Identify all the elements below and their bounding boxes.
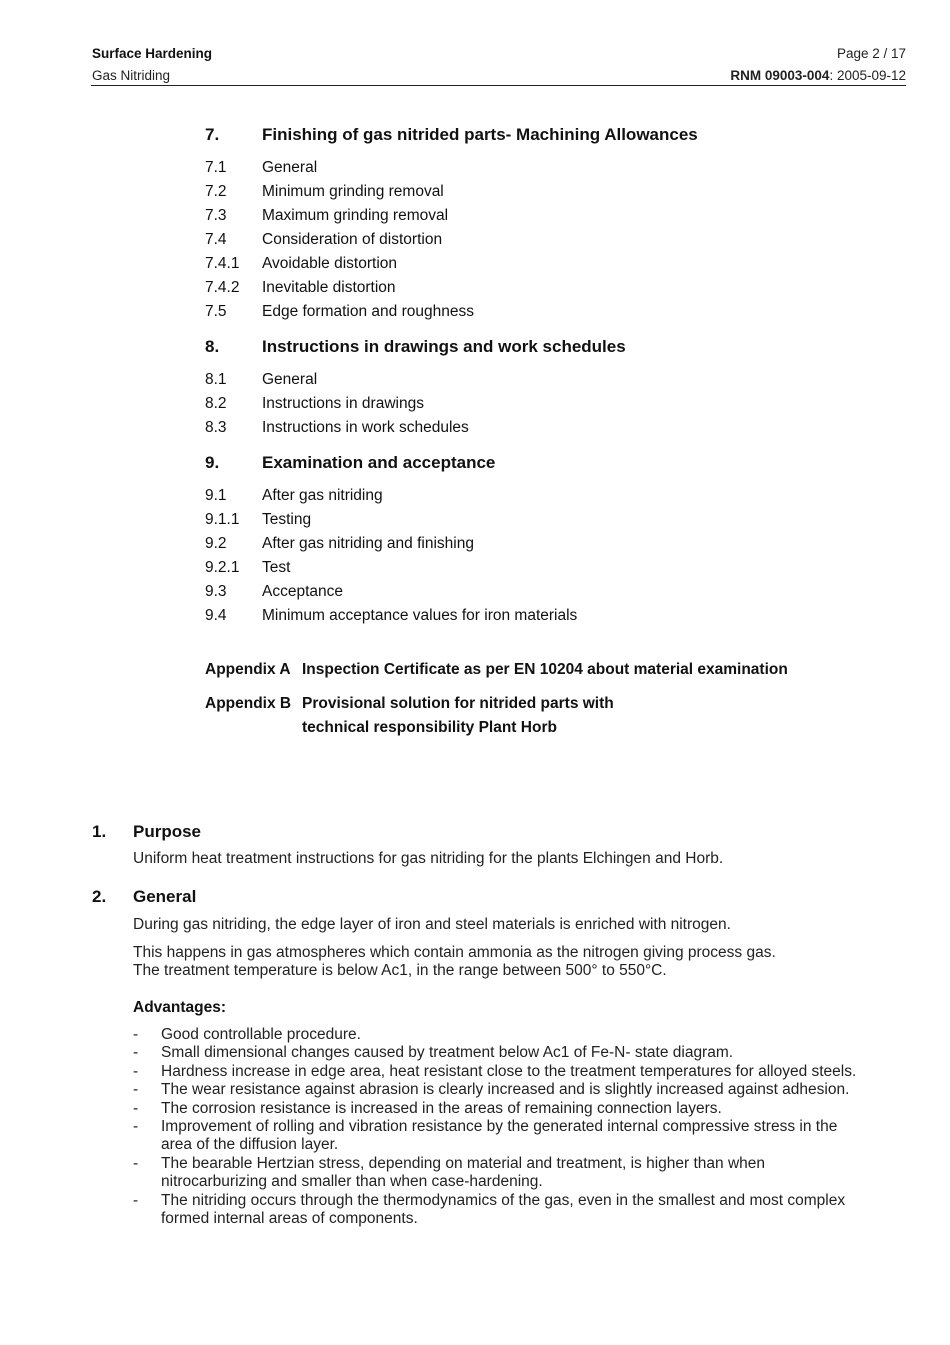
toc-item-label: Minimum grinding removal (262, 183, 444, 200)
toc-heading-label: Instructions in drawings and work schedules (262, 337, 626, 356)
toc-item-label: After gas nitriding (262, 487, 383, 504)
advantage-item: Small dimensional changes caused by treatment below Ac1 of Fe-N- state diagram. (161, 1044, 734, 1062)
header-divider (91, 85, 906, 86)
bullet-marker: - (133, 1062, 139, 1080)
toc-item-number: 8.3 (205, 419, 227, 436)
toc-item-number: 9.1 (205, 487, 227, 504)
bullet-marker: - (133, 1026, 139, 1043)
header-title: Surface Hardening (92, 46, 213, 61)
toc-heading-label: Finishing of gas nitrided parts- Machining Allowances (262, 125, 698, 144)
toc-item-number: 7.4 (205, 231, 227, 248)
toc-item-number: 7.5 (205, 303, 227, 320)
advantage-item: Good controllable procedure. (161, 1026, 361, 1043)
toc-item-label: Consideration of distortion (262, 231, 443, 248)
advantage-item: The nitriding occurs through the thermodynamics of the gas, even in the smallest and most complex (161, 1191, 846, 1209)
toc-item-label: Acceptance (262, 583, 343, 600)
toc-item-label: Minimum acceptance values for iron materials (262, 607, 578, 624)
advantage-item: Hardness increase in edge area, heat resistant close to the treatment temperatures for alloyed steels. (161, 1062, 857, 1080)
section-number: 2. (92, 887, 107, 906)
toc-item-label: Avoidable distortion (262, 255, 397, 272)
bullet-marker: - (133, 1044, 139, 1062)
advantage-item: The corrosion resistance is increased in the areas of remaining connection layers. (161, 1099, 722, 1117)
toc-item-number: 9.3 (205, 583, 227, 600)
appendix-title: technical responsibility Plant Horb (302, 719, 557, 736)
doc-date: : 2005-09-12 (829, 68, 906, 83)
toc-heading-number: 9. (205, 453, 220, 472)
advantage-item: Improvement of rolling and vibration resistance by the generated internal compressive stress in the (161, 1118, 838, 1135)
paragraph: This happens in gas atmospheres which contain ammonia as the nitrogen giving process gas. (133, 944, 776, 961)
toc-item-number: 9.1.1 (205, 511, 240, 528)
page-number: Page 2 / 17 (836, 46, 906, 61)
toc-heading-number: 7. (205, 125, 220, 144)
appendix-title: Inspection Certificate as per EN 10204 about material examination (302, 661, 788, 678)
toc-item-label: Test (262, 559, 291, 576)
advantage-item: formed internal areas of components. (161, 1210, 418, 1227)
advantage-item: nitrocarburizing and smaller than when case-hardening. (161, 1173, 543, 1191)
toc-item-number: 7.4.1 (205, 255, 240, 272)
toc-item-number: 7.3 (205, 207, 227, 224)
paragraph: The treatment temperature is below Ac1, in the range between 500° to 550°C. (133, 962, 667, 979)
doc-id: RNM 09003-004 (730, 68, 830, 83)
toc-item-number: 8.1 (205, 371, 227, 388)
toc-item-number: 9.2 (205, 535, 227, 552)
bullet-marker: - (133, 1191, 139, 1209)
toc-item-label: General (262, 159, 318, 176)
toc-item-label: Instructions in work schedules (262, 419, 469, 436)
toc-item-label: General (262, 371, 318, 388)
section-number: 1. (92, 822, 107, 841)
advantages-heading: Advantages: (133, 999, 227, 1016)
section-title: General (133, 887, 197, 906)
header-subtitle: Gas Nitriding (92, 68, 171, 83)
paragraph: During gas nitriding, the edge layer of iron and steel materials is enriched with nitrogen. (133, 916, 731, 933)
appendix-label: Appendix A (205, 661, 291, 678)
toc-item-label: After gas nitriding and finishing (262, 535, 474, 552)
toc-item-label: Maximum grinding removal (262, 207, 449, 224)
advantage-item: The bearable Hertzian stress, depending on material and treatment, is higher than when (161, 1154, 765, 1172)
toc-item-label: Edge formation and roughness (262, 303, 474, 320)
doc-reference (730, 67, 906, 85)
toc-heading-label: Examination and acceptance (262, 453, 496, 472)
advantage-item: area of the diffusion layer. (161, 1136, 339, 1154)
toc-item-number: 7.4.2 (205, 279, 240, 296)
appendix-label: Appendix B (205, 695, 292, 712)
appendix-title: Provisional solution for nitrided parts with (302, 695, 614, 712)
advantage-item: The wear resistance against abrasion is clearly increased and is slightly increased against adhesion. (161, 1081, 850, 1099)
bullet-marker: - (133, 1154, 139, 1172)
section-title: Purpose (133, 822, 202, 841)
bullet-marker: - (133, 1099, 139, 1117)
paragraph: Uniform heat treatment instructions for gas nitriding for the plants Elchingen and Horb. (133, 850, 724, 867)
toc-item-label: Testing (262, 511, 312, 528)
bullet-marker: - (133, 1118, 139, 1135)
toc-item-label: Instructions in drawings (262, 395, 424, 412)
bullet-marker: - (133, 1081, 139, 1099)
toc-heading-number: 8. (205, 337, 220, 356)
toc-item-number: 9.4 (205, 607, 227, 624)
toc-item-number: 9.2.1 (205, 559, 240, 576)
toc-item-label: Inevitable distortion (262, 279, 396, 296)
toc-item-number: 7.1 (205, 159, 227, 176)
toc-item-number: 7.2 (205, 183, 227, 200)
toc-item-number: 8.2 (205, 395, 227, 412)
